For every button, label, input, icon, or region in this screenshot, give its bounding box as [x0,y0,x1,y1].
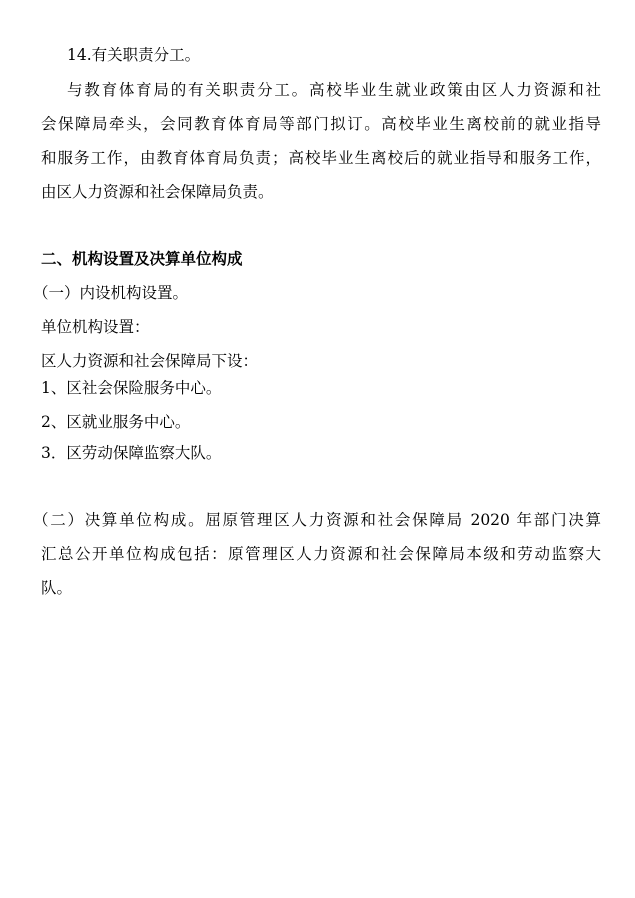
unit-item-3: 3．区劳动保障监察大队。 [41,444,222,462]
subsection-1-heading: （一）内设机构设置。 [33,284,189,302]
subsection-2-line-3: 队。 [41,579,73,597]
item-14-paragraph-line-2: 会保障局牵头，会同教育体育局等部门拟订。高校毕业生离校前的就业指导 [41,115,601,133]
item-14-paragraph-line-1: 与教育体育局的有关职责分工。高校毕业生就业政策由区人力资源和社 [67,81,601,99]
bureau-under-label: 区人力资源和社会保障局下设： [41,352,259,370]
unit-item-2: 2、区就业服务中心。 [41,413,191,431]
item-14-paragraph-line-3: 和服务工作，由教育体育局负责；高校毕业生离校后的就业指导和服务工作， [41,149,601,167]
unit-setup-label: 单位机构设置： [41,318,150,336]
subsection-2-line-1: （二）决算单位构成。屈原管理区人力资源和社会保障局 2020 年部门决算 [33,511,601,529]
subsection-2-line-2: 汇总公开单位构成包括：原管理区人力资源和社会保障局本级和劳动监察大 [41,545,601,563]
item-14-paragraph-line-4: 由区人力资源和社会保障局负责。 [41,183,274,201]
unit-item-1: 1、区社会保险服务中心。 [41,379,222,397]
section-2-heading: 二、机构设置及决算单位构成 [41,250,243,268]
item-14-title: 14.有关职责分工。 [67,46,201,64]
